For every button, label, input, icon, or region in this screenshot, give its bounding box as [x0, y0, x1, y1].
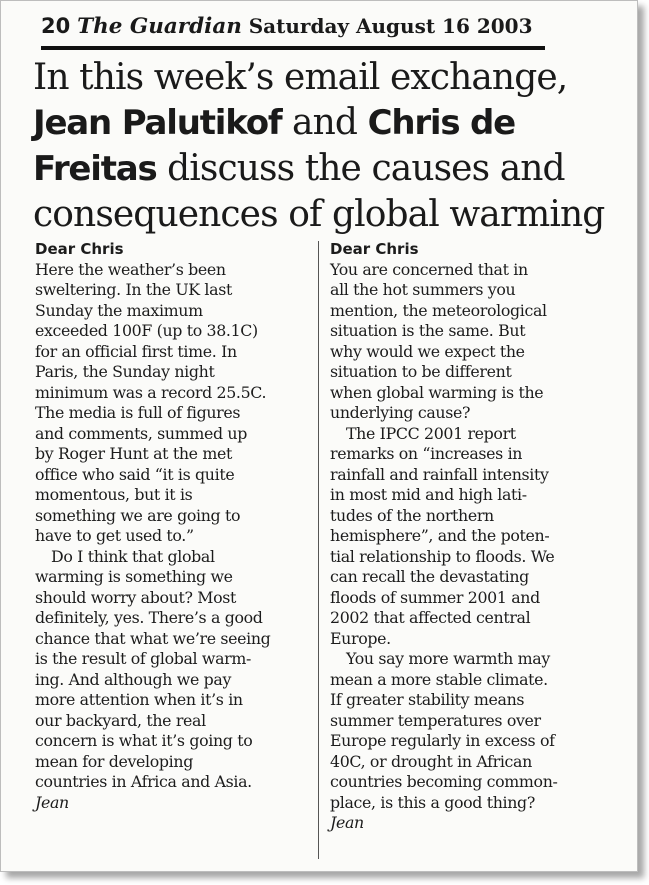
letter-text-line: countries becoming common- — [330, 772, 558, 791]
letter-text-line: summer temperatures over — [330, 710, 541, 730]
letter-text-line: something we are going to — [35, 505, 241, 525]
headline-line-2 — [33, 100, 623, 146]
headline-line-3 — [33, 146, 623, 192]
letter-salutation: Dear Chris — [330, 240, 419, 258]
letter-column-left — [35, 239, 310, 813]
letter-text-line: chance that what we’re seeing — [35, 628, 271, 648]
letter-text-line: rainfall and rainfall intensity — [330, 464, 549, 484]
letter-text-line: Europe regularly in excess of — [330, 731, 555, 750]
author-name-2-cont: Freitas — [33, 149, 157, 189]
letter-text-line: more attention when it’s in — [35, 690, 243, 709]
letter-text-line: situation to be different — [330, 362, 512, 381]
letter-text-line: by Roger Hunt at the met — [35, 444, 232, 463]
letter-text-line: momentous, but it is — [35, 485, 193, 504]
letter-text-line: mean a more stable climate. — [330, 669, 548, 689]
letter-text-line: hemisphere”, and the poten- — [330, 526, 550, 545]
letter-text-line: when global warming is the — [330, 382, 544, 402]
letter-text-line: situation is the same. But — [330, 321, 526, 340]
headline-line-3-text: discuss the causes and — [156, 148, 565, 189]
publication-name: The Guardian — [77, 14, 242, 39]
letter-text-line: Do I think that global — [51, 546, 215, 566]
letter-text-line: 2002 that affected central — [330, 608, 531, 627]
letter-text-line: remarks on “increases in — [330, 444, 523, 463]
letter-text-line: all the hot summers you — [330, 280, 516, 299]
publication-date: Saturday August 16 2003 — [248, 14, 533, 38]
letter-text-line: exceeded 100F (up to 38.1C) — [35, 321, 258, 340]
letter-text-line: Here the weather’s been — [35, 259, 226, 279]
letter-text-line: have to get used to.” — [35, 526, 194, 545]
letter-text-line: 40C, or drought in African — [330, 751, 532, 771]
letter-text-line: The media is full of figures — [35, 403, 241, 422]
letter-text-line: our backyard, the real — [35, 710, 206, 730]
letter-text-line: If greater stability means — [330, 690, 525, 709]
letter-text-line: tial relationship to floods. We — [330, 546, 555, 566]
letter-text-line: Europe. — [330, 628, 391, 648]
headline-line-4: consequences of global warming — [33, 194, 605, 235]
letter-text-line: sweltering. In the UK last — [35, 280, 232, 299]
letter-text-line: countries in Africa and Asia. — [35, 772, 252, 791]
masthead — [41, 13, 545, 40]
masthead-rule — [41, 46, 545, 50]
letter-signature: Jean — [330, 813, 364, 832]
letter-text-line: warming is something we — [35, 567, 233, 586]
letter-text-line: underlying cause? — [330, 403, 471, 422]
letter-text-line: The IPCC 2001 report — [346, 423, 516, 443]
letter-salutation: Dear Chris — [35, 240, 124, 258]
letter-text-line: place, is this a good thing? — [330, 792, 535, 812]
letter-text-line: can recall the devastating — [330, 567, 529, 586]
letter-signature: Jean — [35, 792, 69, 812]
letter-text-line: is the result of global warm- — [35, 649, 251, 668]
letter-text-line: concern is what it’s going to — [35, 731, 253, 750]
letter-text-line: definitely, yes. There’s a good — [35, 608, 263, 627]
letter-text-line: in most mid and high lati- — [330, 485, 527, 504]
headline-conjunction: and — [281, 102, 368, 143]
author-name-2: Chris de — [367, 103, 516, 143]
letter-text-line: minimum was a record 25.5C. — [35, 382, 267, 402]
page-number: 20 — [41, 14, 71, 38]
letter-text-line: Sunday the maximum — [35, 300, 203, 320]
letter-text-line: for an official first time. In — [35, 341, 237, 361]
headline-line-1: In this week’s email exchange, — [33, 57, 568, 98]
letter-column-right — [330, 239, 614, 834]
letter-text-line: and comments, summed up — [35, 423, 248, 443]
letter-text-line: floods of summer 2001 and — [330, 587, 540, 607]
letter-text-line: tudes of the northern — [330, 505, 494, 525]
author-name-1: Jean Palutikof — [33, 103, 282, 143]
letter-text-line: You say more warmth may — [346, 649, 550, 668]
letter-text-line: why would we expect the — [330, 341, 525, 361]
headline — [33, 55, 623, 237]
letter-text-line: Paris, the Sunday night — [35, 362, 215, 381]
letter-text-line: office who said “it is quite — [35, 464, 235, 484]
letter-text-line: mean for developing — [35, 751, 193, 771]
column-divider — [318, 241, 319, 859]
letter-text-line: should worry about? Most — [35, 587, 237, 607]
letter-text-line: ing. And although we pay — [35, 669, 232, 689]
letter-text-line: You are concerned that in — [330, 259, 528, 279]
letter-text-line: mention, the meteorological — [330, 300, 547, 320]
